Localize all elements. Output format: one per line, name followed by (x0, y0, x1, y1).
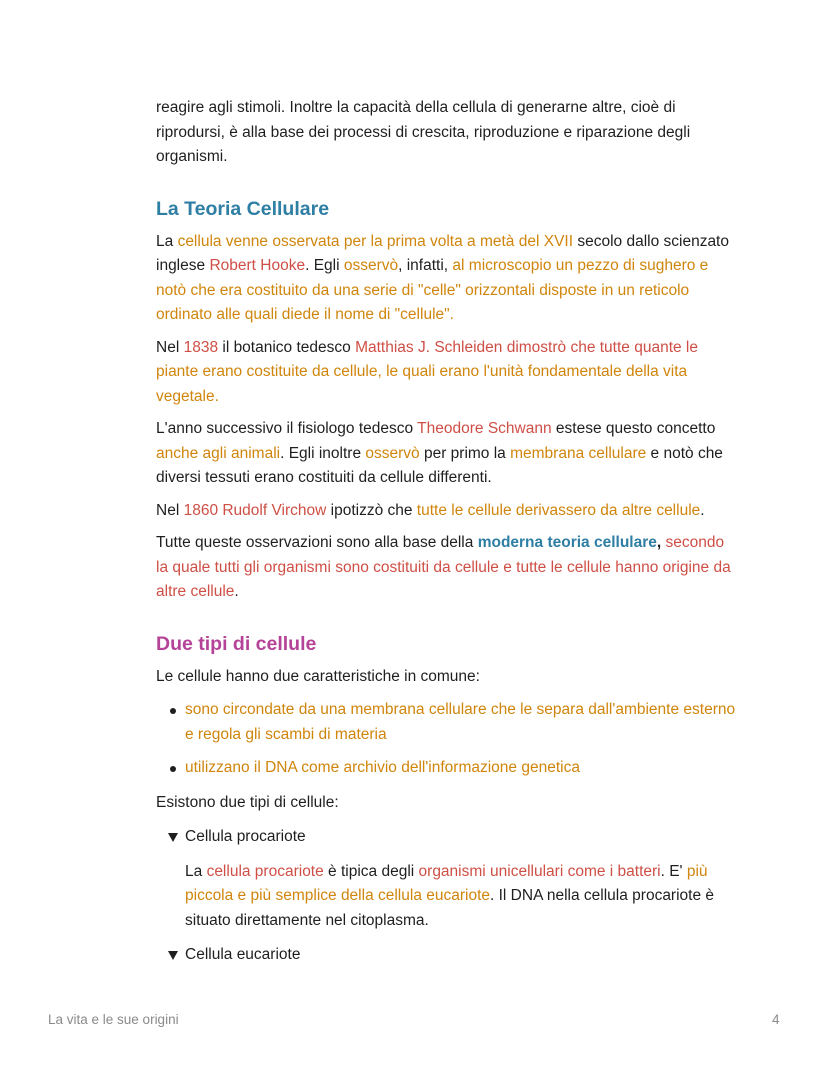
bullet-icon (170, 766, 176, 772)
toggle-cellula-eucariote[interactable] (156, 943, 736, 968)
bullet-list (156, 698, 736, 781)
list-item: sono circondate da una membrana cellulare che le separa dall'ambiente esterno e regola gli scambi di materia (156, 698, 736, 747)
highlight-text: anche agli animali (156, 444, 281, 462)
paragraph-tipi: Esistono due tipi di cellule: (156, 793, 339, 811)
highlight-keyword: moderna teoria cellulare (477, 534, 657, 551)
highlight-text: al microscopio un pezzo di sughero e notò che era costituito da una serie di "celle" orizzontali disposte in un reticolo ordinato alle quali diede il nome di "cellule". (156, 257, 709, 323)
triangle-down-icon[interactable] (168, 833, 178, 842)
document-body (156, 96, 736, 968)
paragraph-caratteristiche: Le cellule hanno due caratteristiche in comune: (156, 667, 480, 685)
list-item: utilizzano il DNA come archivio dell'informazione genetica (156, 756, 736, 781)
highlight-text: più piccola e più semplice della cellula eucariote (185, 862, 708, 904)
toggle-label[interactable]: Cellula procariote (185, 828, 306, 845)
paragraph-schwann: L'anno successivo il fisiologo tedesco Theodore Schwann estese questo concetto anche agli animali. Egli inoltre osservò per primo la membrana cellulare e notò che diversi tessuti erano costituiti da cellule differenti. (156, 420, 723, 486)
toggle-cellula-procariote[interactable] (156, 825, 736, 850)
highlight-year: 1838 (183, 338, 219, 356)
triangle-down-icon[interactable] (168, 951, 178, 960)
highlight-text: secondo la quale tutti gli organismi sono costituiti da cellule e tutte le cellule hanno origine da altre cellule (156, 534, 731, 600)
toggle-label[interactable]: Cellula eucariote (185, 946, 301, 963)
highlight-text: membrana cellulare (510, 444, 647, 462)
paragraph-virchow: Nel 1860 Rudolf Virchow ipotizzò che tutte le cellule derivassero da altre cellule. (156, 501, 705, 519)
paragraph-procariote: La cellula procariote è tipica degli organismi unicellulari come i batteri. E' più piccola e più semplice della cellula eucariote. Il DNA nella cellula procariote è situato direttamente nel citoplasma. (185, 862, 715, 929)
highlight-text: piante erano costituite da cellule, le quali erano l'unità fondamentale della vita vegetale. (156, 363, 688, 405)
paragraph-teoria-moderna: Tutte queste osservazioni sono alla base della moderna teoria cellulare, secondo la quale tutti gli organismi sono costituiti da cellule e tutte le cellule hanno origine da altre cellule. (156, 534, 731, 600)
highlight-text: cellula venne osservata per la prima volta a metà del XVII (177, 232, 574, 250)
highlight-text: cellula procariote (206, 862, 324, 880)
section-heading-teoria-cellulare: La Teoria Cellulare (156, 197, 330, 220)
bullet-icon (170, 708, 176, 714)
highlight-name: Robert Hooke (209, 257, 306, 274)
highlight-name: Theodore Schwann (417, 420, 552, 437)
toggle-content-procariote (156, 860, 736, 934)
highlight-text: tutte le cellule derivassero da altre cellule (416, 501, 701, 519)
highlight-text: organismi unicellulari come i batteri (418, 862, 661, 880)
paragraph-schleiden: Nel 1838 il botanico tedesco Matthias J. Schleiden dimostrò che tutte quante le piante erano costituite da cellule, le quali erano l'unità fondamentale della vita vegetale. (156, 338, 698, 405)
intro-paragraph: reagire agli stimoli. Inoltre la capacità della cellula di generarne altre, cioè di riprodursi, è alla base dei processi di crescita, riproduzione e riparazione degli organismi. (156, 99, 691, 165)
highlight-text: osservò (365, 444, 420, 462)
section-heading-due-tipi: Due tipi di cellule (156, 632, 317, 655)
page-number: 4 (772, 1012, 780, 1027)
highlight-name: Matthias J. Schleiden dimostrò che tutte quante le (355, 338, 698, 356)
footer-title: La vita e le sue origini (48, 1012, 179, 1027)
highlight-name: 1860 Rudolf Virchow (183, 501, 327, 519)
highlight-text: osservò (343, 257, 399, 274)
paragraph-hooke: La cellula venne osservata per la prima volta a metà del XVII secolo dallo scienzato inglese Robert Hooke. Egli osservò, infatti, al microscopio un pezzo di sughero e notò che era costituito da una serie di "celle" orizzontali disposte in un reticolo ordinato alle quali diede il nome di "cellule". (156, 232, 729, 323)
